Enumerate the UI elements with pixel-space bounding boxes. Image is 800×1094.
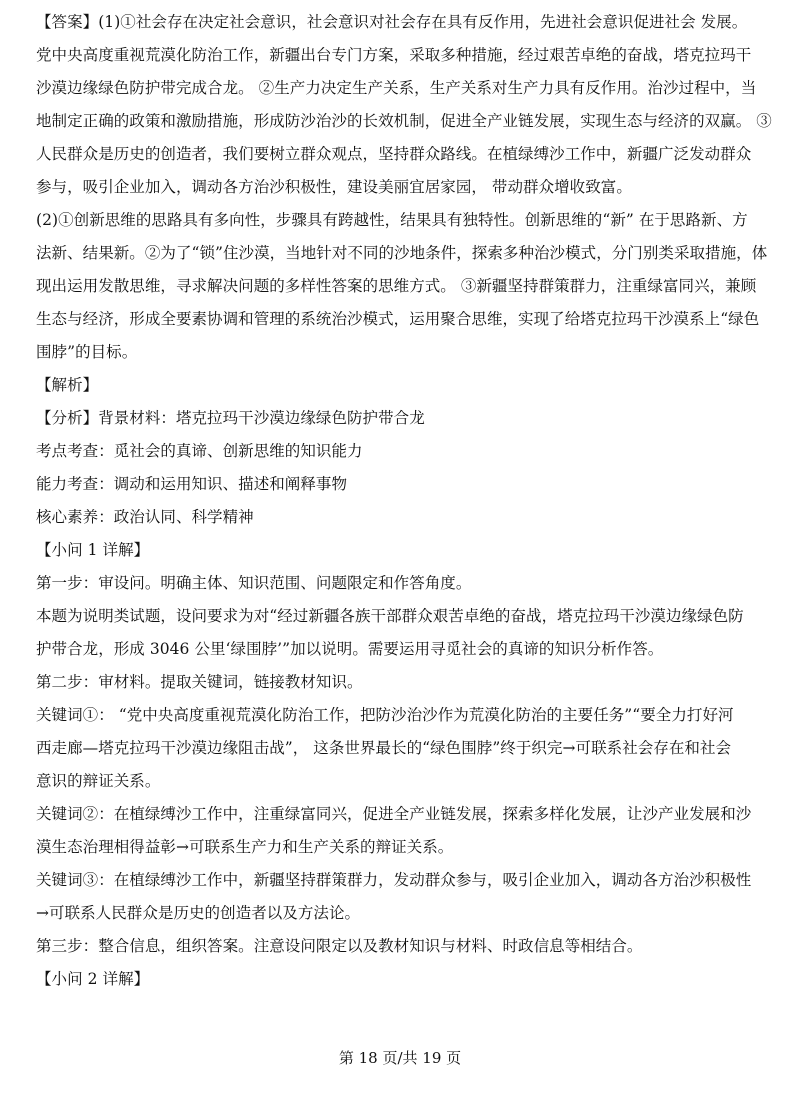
answer-line-2: 党中央高度重视荒漠化防治工作，新疆出台专门方案，采取多种措施，经过艰苦卓绝的奋战，塔克拉玛干 bbox=[36, 46, 752, 64]
subquestion-2-heading: 【小问 2 详解】 bbox=[36, 970, 150, 988]
explain-line-1: 本题为说明类试题，设问要求为对“经过新疆各族干部群众艰苦卓绝的奋战，塔克拉玛干沙漠边缘绿色防 bbox=[36, 607, 744, 625]
keyword-3-line-1: 关键词③：在植绿缚沙工作中，新疆坚持群策群力，发动群众参与，吸引企业加入，调动各方治沙积极性 bbox=[36, 871, 752, 889]
keyword-2-line-1: 关键词②：在植绿缚沙工作中，注重绿富同兴，促进全产业链发展，探索多样化发展，让沙产业发展和沙 bbox=[36, 805, 752, 823]
keyword-1-line-2: 西走廊—塔克拉玛干沙漠边缘阻击战”， 这条世界最长的“绿色围脖”终于织完→可联系社会存在和社会 bbox=[36, 739, 732, 757]
answer-line-11: 围脖”的目标。 bbox=[36, 343, 138, 361]
keyword-1-line-3: 意识的辩证关系。 bbox=[36, 772, 161, 790]
explain-line-2: 护带合龙，形成 3046 公里‘绿围脖’”加以说明。需要运用寻觅社会的真谛的知识分析作答。 bbox=[36, 640, 664, 658]
keyword-2-line-2: 漠生态治理相得益彰→可联系生产力和生产关系的辩证关系。 bbox=[36, 838, 454, 856]
step-2-line: 第二步：审材料。提取关键词，链接教材知识。 bbox=[36, 673, 363, 691]
answer-line-5: 人民群众是历史的创造者，我们要树立群众观点，坚持群众路线。在植绿缚沙工作中，新疆广泛发动群众 bbox=[36, 145, 752, 163]
keyword-1-line-1: 关键词①： “党中央高度重视荒漠化防治工作，把防沙治沙作为荒漠化防治的主要任务”“要全力打好河 bbox=[36, 706, 734, 724]
answer-line-4: 地制定正确的政策和激励措施，形成防沙治沙的长效机制，促进全产业链发展，实现生态与经济的双赢。 ③ bbox=[36, 112, 772, 130]
answer-line-3: 沙漠边缘绿色防护带完成合龙。 ②生产力决定生产关系，生产关系对生产力具有反作用。治沙过程中，当 bbox=[36, 79, 757, 97]
answer-line-6: 参与，吸引企业加入，调动各方治沙积极性，建设美丽宜居家园， 带动群众增收致富。 bbox=[36, 178, 632, 196]
answer-line-10: 生态与经济，形成全要素协调和管理的系统治沙模式，运用聚合思维，实现了给塔克拉玛干沙漠系上“绿色 bbox=[36, 310, 760, 328]
analysis-knowledge: 考点考查：觅社会的真谛、创新思维的知识能力 bbox=[36, 442, 363, 460]
subquestion-1-heading: 【小问 1 详解】 bbox=[36, 541, 150, 559]
analysis-background: 【分析】背景材料：塔克拉玛干沙漠边缘绿色防护带合龙 bbox=[36, 409, 425, 427]
step-3-line: 第三步：整合信息，组织答案。注意设问限定以及教材知识与材料、时政信息等相结合。 bbox=[36, 937, 643, 955]
answer-line-1: 【答案】(1)①社会存在决定社会意识，社会意识对社会存在具有反作用，先进社会意识促进社会 发展。 bbox=[36, 13, 748, 31]
document-page bbox=[36, 6, 776, 996]
step-1-line: 第一步：审设问。明确主体、知识范围、问题限定和作答角度。 bbox=[36, 574, 472, 592]
answer-line-7: (2)①创新思维的思路具有多向性，步骤具有跨越性，结果具有独特性。创新思维的“新” 在于思路新、方 bbox=[36, 211, 748, 229]
keyword-3-line-2: →可联系人民群众是历史的创造者以及方法论。 bbox=[36, 904, 361, 922]
analysis-ability: 能力考查：调动和运用知识、描述和阐释事物 bbox=[36, 475, 348, 493]
answer-line-9: 现出运用发散思维，寻求解决问题的多样性答案的思维方式。 ③新疆坚持群策群力，注重绿富同兴，兼顾 bbox=[36, 277, 757, 295]
analysis-heading: 【解析】 bbox=[36, 376, 99, 394]
analysis-literacy: 核心素养：政治认同、科学精神 bbox=[36, 508, 254, 526]
page-number: 第 18 页/共 19 页 bbox=[338, 1049, 462, 1067]
answer-line-8: 法新、结果新。②为了“锁”住沙漠，当地针对不同的沙地条件，探索多种治沙模式，分门别类采取措施，体 bbox=[36, 244, 768, 262]
